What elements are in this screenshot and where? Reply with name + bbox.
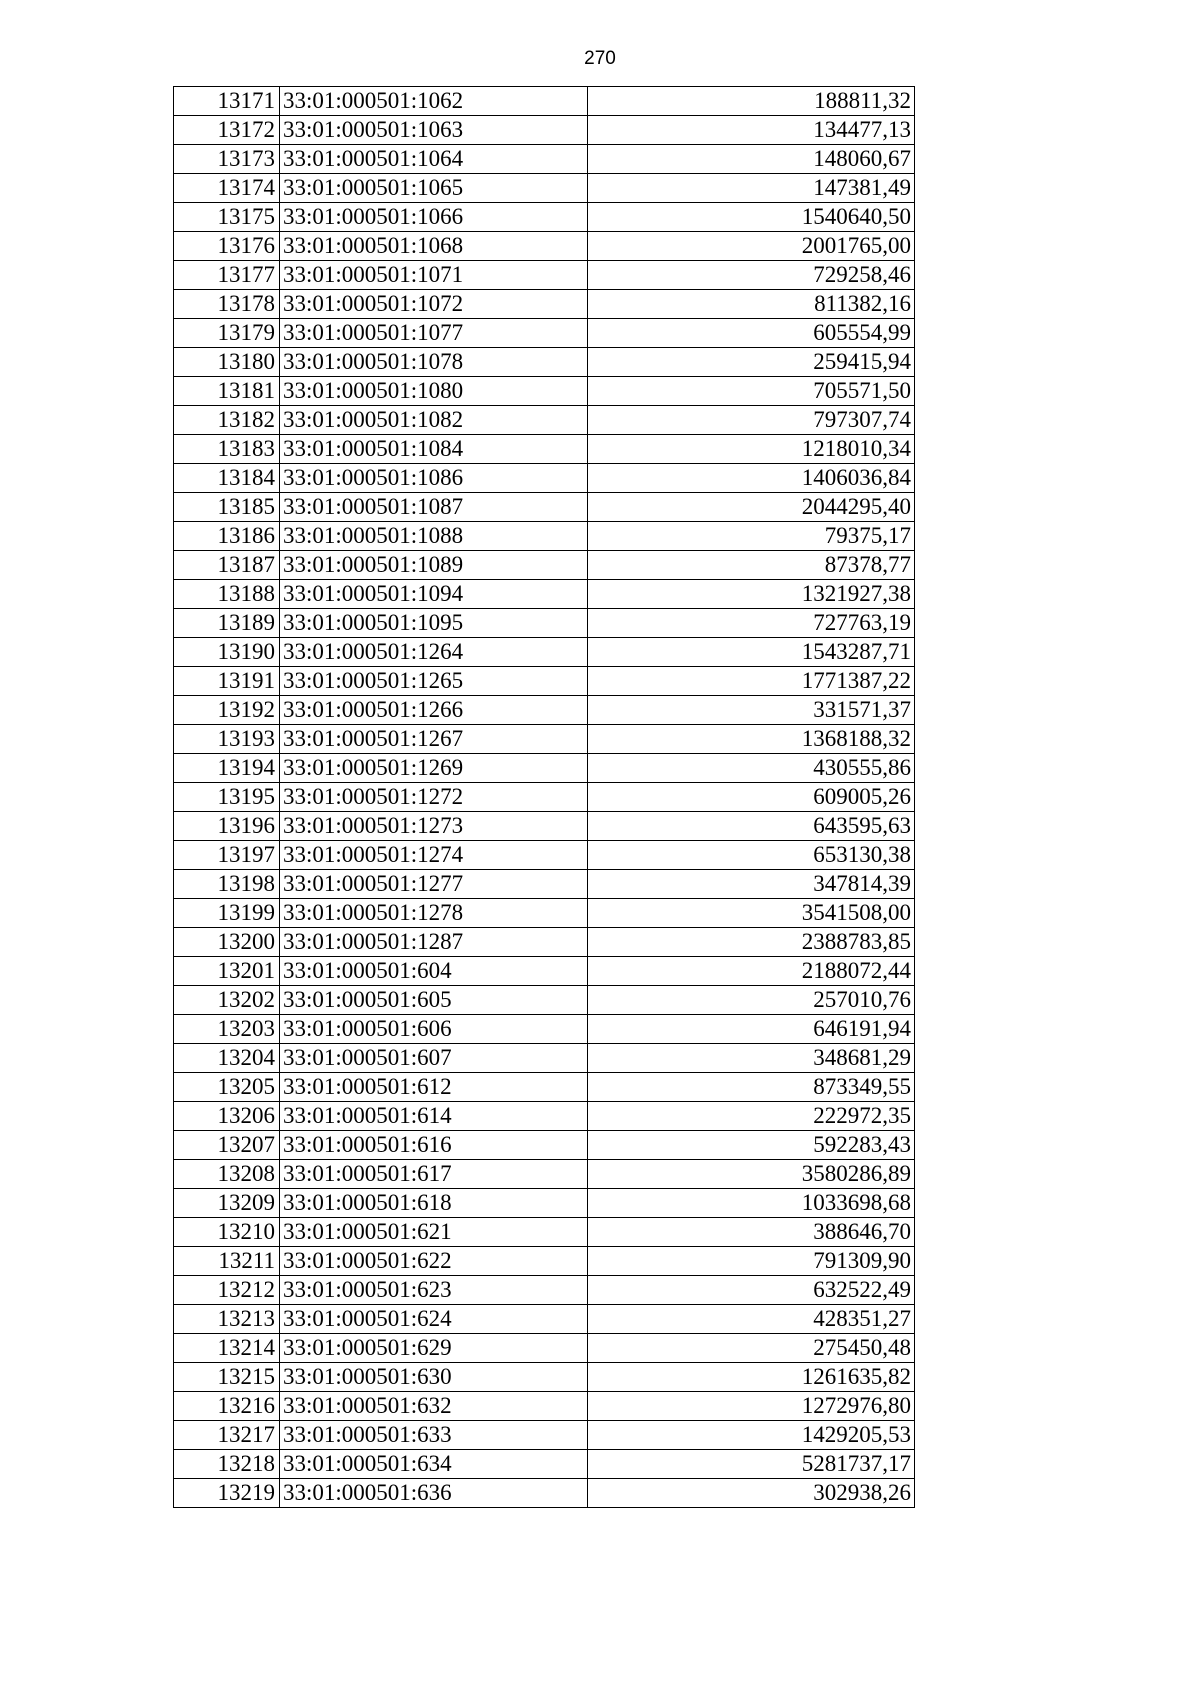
row-number-cell: 13194 <box>174 754 280 783</box>
cadastral-value-cell: 1368188,32 <box>588 725 915 754</box>
row-number-cell: 13189 <box>174 609 280 638</box>
cadastral-value-cell: 1321927,38 <box>588 580 915 609</box>
table-row <box>174 348 915 377</box>
cadastral-value-cell: 643595,63 <box>588 812 915 841</box>
cadastral-number-cell: 33:01:000501:632 <box>280 1392 588 1421</box>
row-number-cell: 13183 <box>174 435 280 464</box>
cadastral-number-cell: 33:01:000501:621 <box>280 1218 588 1247</box>
cadastral-value-cell: 87378,77 <box>588 551 915 580</box>
cadastral-value-cell: 797307,74 <box>588 406 915 435</box>
table-row <box>174 435 915 464</box>
table-row <box>174 1044 915 1073</box>
cadastral-number-cell: 33:01:000501:1278 <box>280 899 588 928</box>
row-number-cell: 13179 <box>174 319 280 348</box>
row-number-cell: 13218 <box>174 1450 280 1479</box>
row-number-cell: 13212 <box>174 1276 280 1305</box>
cadastral-value-cell: 2188072,44 <box>588 957 915 986</box>
table-row <box>174 232 915 261</box>
table-row <box>174 957 915 986</box>
cadastral-number-cell: 33:01:000501:1088 <box>280 522 588 551</box>
cadastral-number-cell: 33:01:000501:624 <box>280 1305 588 1334</box>
table-row <box>174 696 915 725</box>
row-number-cell: 13173 <box>174 145 280 174</box>
cadastral-number-cell: 33:01:000501:1082 <box>280 406 588 435</box>
cadastral-number-cell: 33:01:000501:1274 <box>280 841 588 870</box>
row-number-cell: 13216 <box>174 1392 280 1421</box>
cadastral-value-cell: 3541508,00 <box>588 899 915 928</box>
row-number-cell: 13184 <box>174 464 280 493</box>
cadastral-value-cell: 791309,90 <box>588 1247 915 1276</box>
cadastral-value-cell: 873349,55 <box>588 1073 915 1102</box>
cadastral-number-cell: 33:01:000501:1267 <box>280 725 588 754</box>
cadastral-number-cell: 33:01:000501:1063 <box>280 116 588 145</box>
row-number-cell: 13174 <box>174 174 280 203</box>
table-row <box>174 464 915 493</box>
row-number-cell: 13196 <box>174 812 280 841</box>
cadastral-value-cell: 609005,26 <box>588 783 915 812</box>
cadastral-number-cell: 33:01:000501:630 <box>280 1363 588 1392</box>
cadastral-value-cell: 605554,99 <box>588 319 915 348</box>
row-number-cell: 13171 <box>174 87 280 116</box>
table-row <box>174 1247 915 1276</box>
cadastral-value-cell: 275450,48 <box>588 1334 915 1363</box>
table-row <box>174 986 915 1015</box>
table-row <box>174 493 915 522</box>
row-number-cell: 13192 <box>174 696 280 725</box>
row-number-cell: 13195 <box>174 783 280 812</box>
cadastral-value-cell: 1272976,80 <box>588 1392 915 1421</box>
table-row <box>174 1305 915 1334</box>
cadastral-value-cell: 1218010,34 <box>588 435 915 464</box>
cadastral-value-cell: 428351,27 <box>588 1305 915 1334</box>
row-number-cell: 13202 <box>174 986 280 1015</box>
cadastral-value-cell: 388646,70 <box>588 1218 915 1247</box>
row-number-cell: 13200 <box>174 928 280 957</box>
row-number-cell: 13177 <box>174 261 280 290</box>
table-row <box>174 638 915 667</box>
table-row <box>174 812 915 841</box>
cadastral-value-cell: 430555,86 <box>588 754 915 783</box>
table-row <box>174 319 915 348</box>
row-number-cell: 13188 <box>174 580 280 609</box>
cadastral-value-cell: 727763,19 <box>588 609 915 638</box>
table-row <box>174 1218 915 1247</box>
table-row <box>174 551 915 580</box>
cadastral-number-cell: 33:01:000501:604 <box>280 957 588 986</box>
table-row <box>174 377 915 406</box>
row-number-cell: 13187 <box>174 551 280 580</box>
cadastral-value-cell: 148060,67 <box>588 145 915 174</box>
table-row <box>174 1479 915 1508</box>
cadastral-number-cell: 33:01:000501:629 <box>280 1334 588 1363</box>
cadastral-value-cell: 705571,50 <box>588 377 915 406</box>
cadastral-number-cell: 33:01:000501:1062 <box>280 87 588 116</box>
row-number-cell: 13219 <box>174 1479 280 1508</box>
row-number-cell: 13172 <box>174 116 280 145</box>
table-row <box>174 87 915 116</box>
table-row <box>174 1131 915 1160</box>
table-row <box>174 1160 915 1189</box>
cadastral-number-cell: 33:01:000501:1264 <box>280 638 588 667</box>
cadastral-number-cell: 33:01:000501:605 <box>280 986 588 1015</box>
row-number-cell: 13201 <box>174 957 280 986</box>
cadastral-number-cell: 33:01:000501:618 <box>280 1189 588 1218</box>
cadastral-number-cell: 33:01:000501:623 <box>280 1276 588 1305</box>
cadastral-number-cell: 33:01:000501:1078 <box>280 348 588 377</box>
table-row <box>174 1450 915 1479</box>
page-number: 270 <box>584 48 616 69</box>
row-number-cell: 13210 <box>174 1218 280 1247</box>
row-number-cell: 13213 <box>174 1305 280 1334</box>
cadastral-value-cell: 1429205,53 <box>588 1421 915 1450</box>
cadastral-value-cell: 302938,26 <box>588 1479 915 1508</box>
cadastral-value-cell: 653130,38 <box>588 841 915 870</box>
row-number-cell: 13180 <box>174 348 280 377</box>
table-row <box>174 928 915 957</box>
cadastral-value-cell: 592283,43 <box>588 1131 915 1160</box>
row-number-cell: 13190 <box>174 638 280 667</box>
row-number-cell: 13204 <box>174 1044 280 1073</box>
row-number-cell: 13182 <box>174 406 280 435</box>
table-row <box>174 1421 915 1450</box>
table-row <box>174 261 915 290</box>
cadastral-value-cell: 3580286,89 <box>588 1160 915 1189</box>
cadastral-number-cell: 33:01:000501:636 <box>280 1479 588 1508</box>
row-number-cell: 13205 <box>174 1073 280 1102</box>
table-row <box>174 290 915 319</box>
cadastral-value-cell: 2388783,85 <box>588 928 915 957</box>
cadastral-number-cell: 33:01:000501:622 <box>280 1247 588 1276</box>
cadastral-number-cell: 33:01:000501:1273 <box>280 812 588 841</box>
cadastral-value-cell: 134477,13 <box>588 116 915 145</box>
cadastral-number-cell: 33:01:000501:634 <box>280 1450 588 1479</box>
cadastral-value-cell: 5281737,17 <box>588 1450 915 1479</box>
table-row <box>174 870 915 899</box>
cadastral-number-cell: 33:01:000501:1265 <box>280 667 588 696</box>
table-row <box>174 203 915 232</box>
table-row <box>174 1334 915 1363</box>
cadastral-value-cell: 331571,37 <box>588 696 915 725</box>
row-number-cell: 13215 <box>174 1363 280 1392</box>
cadastral-number-cell: 33:01:000501:617 <box>280 1160 588 1189</box>
row-number-cell: 13178 <box>174 290 280 319</box>
cadastral-number-cell: 33:01:000501:1089 <box>280 551 588 580</box>
table-body <box>174 87 915 1508</box>
cadastral-value-cell: 1543287,71 <box>588 638 915 667</box>
cadastral-value-cell: 1406036,84 <box>588 464 915 493</box>
cadastral-value-cell: 1261635,82 <box>588 1363 915 1392</box>
cadastral-value-cell: 257010,76 <box>588 986 915 1015</box>
cadastral-number-cell: 33:01:000501:633 <box>280 1421 588 1450</box>
cadastral-value-table <box>173 86 915 1508</box>
cadastral-number-cell: 33:01:000501:1095 <box>280 609 588 638</box>
row-number-cell: 13197 <box>174 841 280 870</box>
cadastral-number-cell: 33:01:000501:1087 <box>280 493 588 522</box>
table-row <box>174 899 915 928</box>
cadastral-number-cell: 33:01:000501:1072 <box>280 290 588 319</box>
cadastral-number-cell: 33:01:000501:1094 <box>280 580 588 609</box>
cadastral-value-cell: 259415,94 <box>588 348 915 377</box>
cadastral-value-cell: 729258,46 <box>588 261 915 290</box>
cadastral-value-cell: 1033698,68 <box>588 1189 915 1218</box>
table-row <box>174 1073 915 1102</box>
cadastral-value-cell: 347814,39 <box>588 870 915 899</box>
table-row <box>174 522 915 551</box>
table-row <box>174 145 915 174</box>
cadastral-number-cell: 33:01:000501:1086 <box>280 464 588 493</box>
table-row <box>174 667 915 696</box>
table-row <box>174 841 915 870</box>
cadastral-number-cell: 33:01:000501:607 <box>280 1044 588 1073</box>
table-row <box>174 406 915 435</box>
cadastral-number-cell: 33:01:000501:1068 <box>280 232 588 261</box>
table-row <box>174 754 915 783</box>
row-number-cell: 13193 <box>174 725 280 754</box>
cadastral-number-cell: 33:01:000501:1080 <box>280 377 588 406</box>
cadastral-value-cell: 188811,32 <box>588 87 915 116</box>
cadastral-number-cell: 33:01:000501:1084 <box>280 435 588 464</box>
row-number-cell: 13203 <box>174 1015 280 1044</box>
cadastral-number-cell: 33:01:000501:1071 <box>280 261 588 290</box>
table-row <box>174 1363 915 1392</box>
cadastral-number-cell: 33:01:000501:1065 <box>280 174 588 203</box>
row-number-cell: 13185 <box>174 493 280 522</box>
cadastral-value-cell: 1540640,50 <box>588 203 915 232</box>
row-number-cell: 13214 <box>174 1334 280 1363</box>
table-row <box>174 580 915 609</box>
table-row <box>174 174 915 203</box>
row-number-cell: 13181 <box>174 377 280 406</box>
cadastral-number-cell: 33:01:000501:1066 <box>280 203 588 232</box>
cadastral-number-cell: 33:01:000501:1064 <box>280 145 588 174</box>
table-row <box>174 1392 915 1421</box>
row-number-cell: 13208 <box>174 1160 280 1189</box>
cadastral-value-cell: 222972,35 <box>588 1102 915 1131</box>
cadastral-number-cell: 33:01:000501:616 <box>280 1131 588 1160</box>
cadastral-number-cell: 33:01:000501:1077 <box>280 319 588 348</box>
cadastral-value-cell: 147381,49 <box>588 174 915 203</box>
table-row <box>174 1015 915 1044</box>
table-row <box>174 609 915 638</box>
cadastral-value-cell: 632522,49 <box>588 1276 915 1305</box>
cadastral-value-cell: 2001765,00 <box>588 232 915 261</box>
cadastral-value-cell: 2044295,40 <box>588 493 915 522</box>
cadastral-value-cell: 1771387,22 <box>588 667 915 696</box>
cadastral-value-cell: 646191,94 <box>588 1015 915 1044</box>
row-number-cell: 13176 <box>174 232 280 261</box>
table-row <box>174 116 915 145</box>
cadastral-value-cell: 811382,16 <box>588 290 915 319</box>
table-row <box>174 1189 915 1218</box>
row-number-cell: 13175 <box>174 203 280 232</box>
cadastral-number-cell: 33:01:000501:1277 <box>280 870 588 899</box>
row-number-cell: 13206 <box>174 1102 280 1131</box>
row-number-cell: 13211 <box>174 1247 280 1276</box>
row-number-cell: 13217 <box>174 1421 280 1450</box>
table-row <box>174 1102 915 1131</box>
cadastral-number-cell: 33:01:000501:614 <box>280 1102 588 1131</box>
table-row <box>174 725 915 754</box>
cadastral-value-cell: 79375,17 <box>588 522 915 551</box>
cadastral-number-cell: 33:01:000501:1287 <box>280 928 588 957</box>
cadastral-number-cell: 33:01:000501:606 <box>280 1015 588 1044</box>
table-row <box>174 1276 915 1305</box>
row-number-cell: 13186 <box>174 522 280 551</box>
table-row <box>174 783 915 812</box>
row-number-cell: 13199 <box>174 899 280 928</box>
row-number-cell: 13198 <box>174 870 280 899</box>
cadastral-number-cell: 33:01:000501:1266 <box>280 696 588 725</box>
cadastral-number-cell: 33:01:000501:1272 <box>280 783 588 812</box>
row-number-cell: 13207 <box>174 1131 280 1160</box>
cadastral-number-cell: 33:01:000501:612 <box>280 1073 588 1102</box>
row-number-cell: 13209 <box>174 1189 280 1218</box>
cadastral-number-cell: 33:01:000501:1269 <box>280 754 588 783</box>
cadastral-value-cell: 348681,29 <box>588 1044 915 1073</box>
row-number-cell: 13191 <box>174 667 280 696</box>
